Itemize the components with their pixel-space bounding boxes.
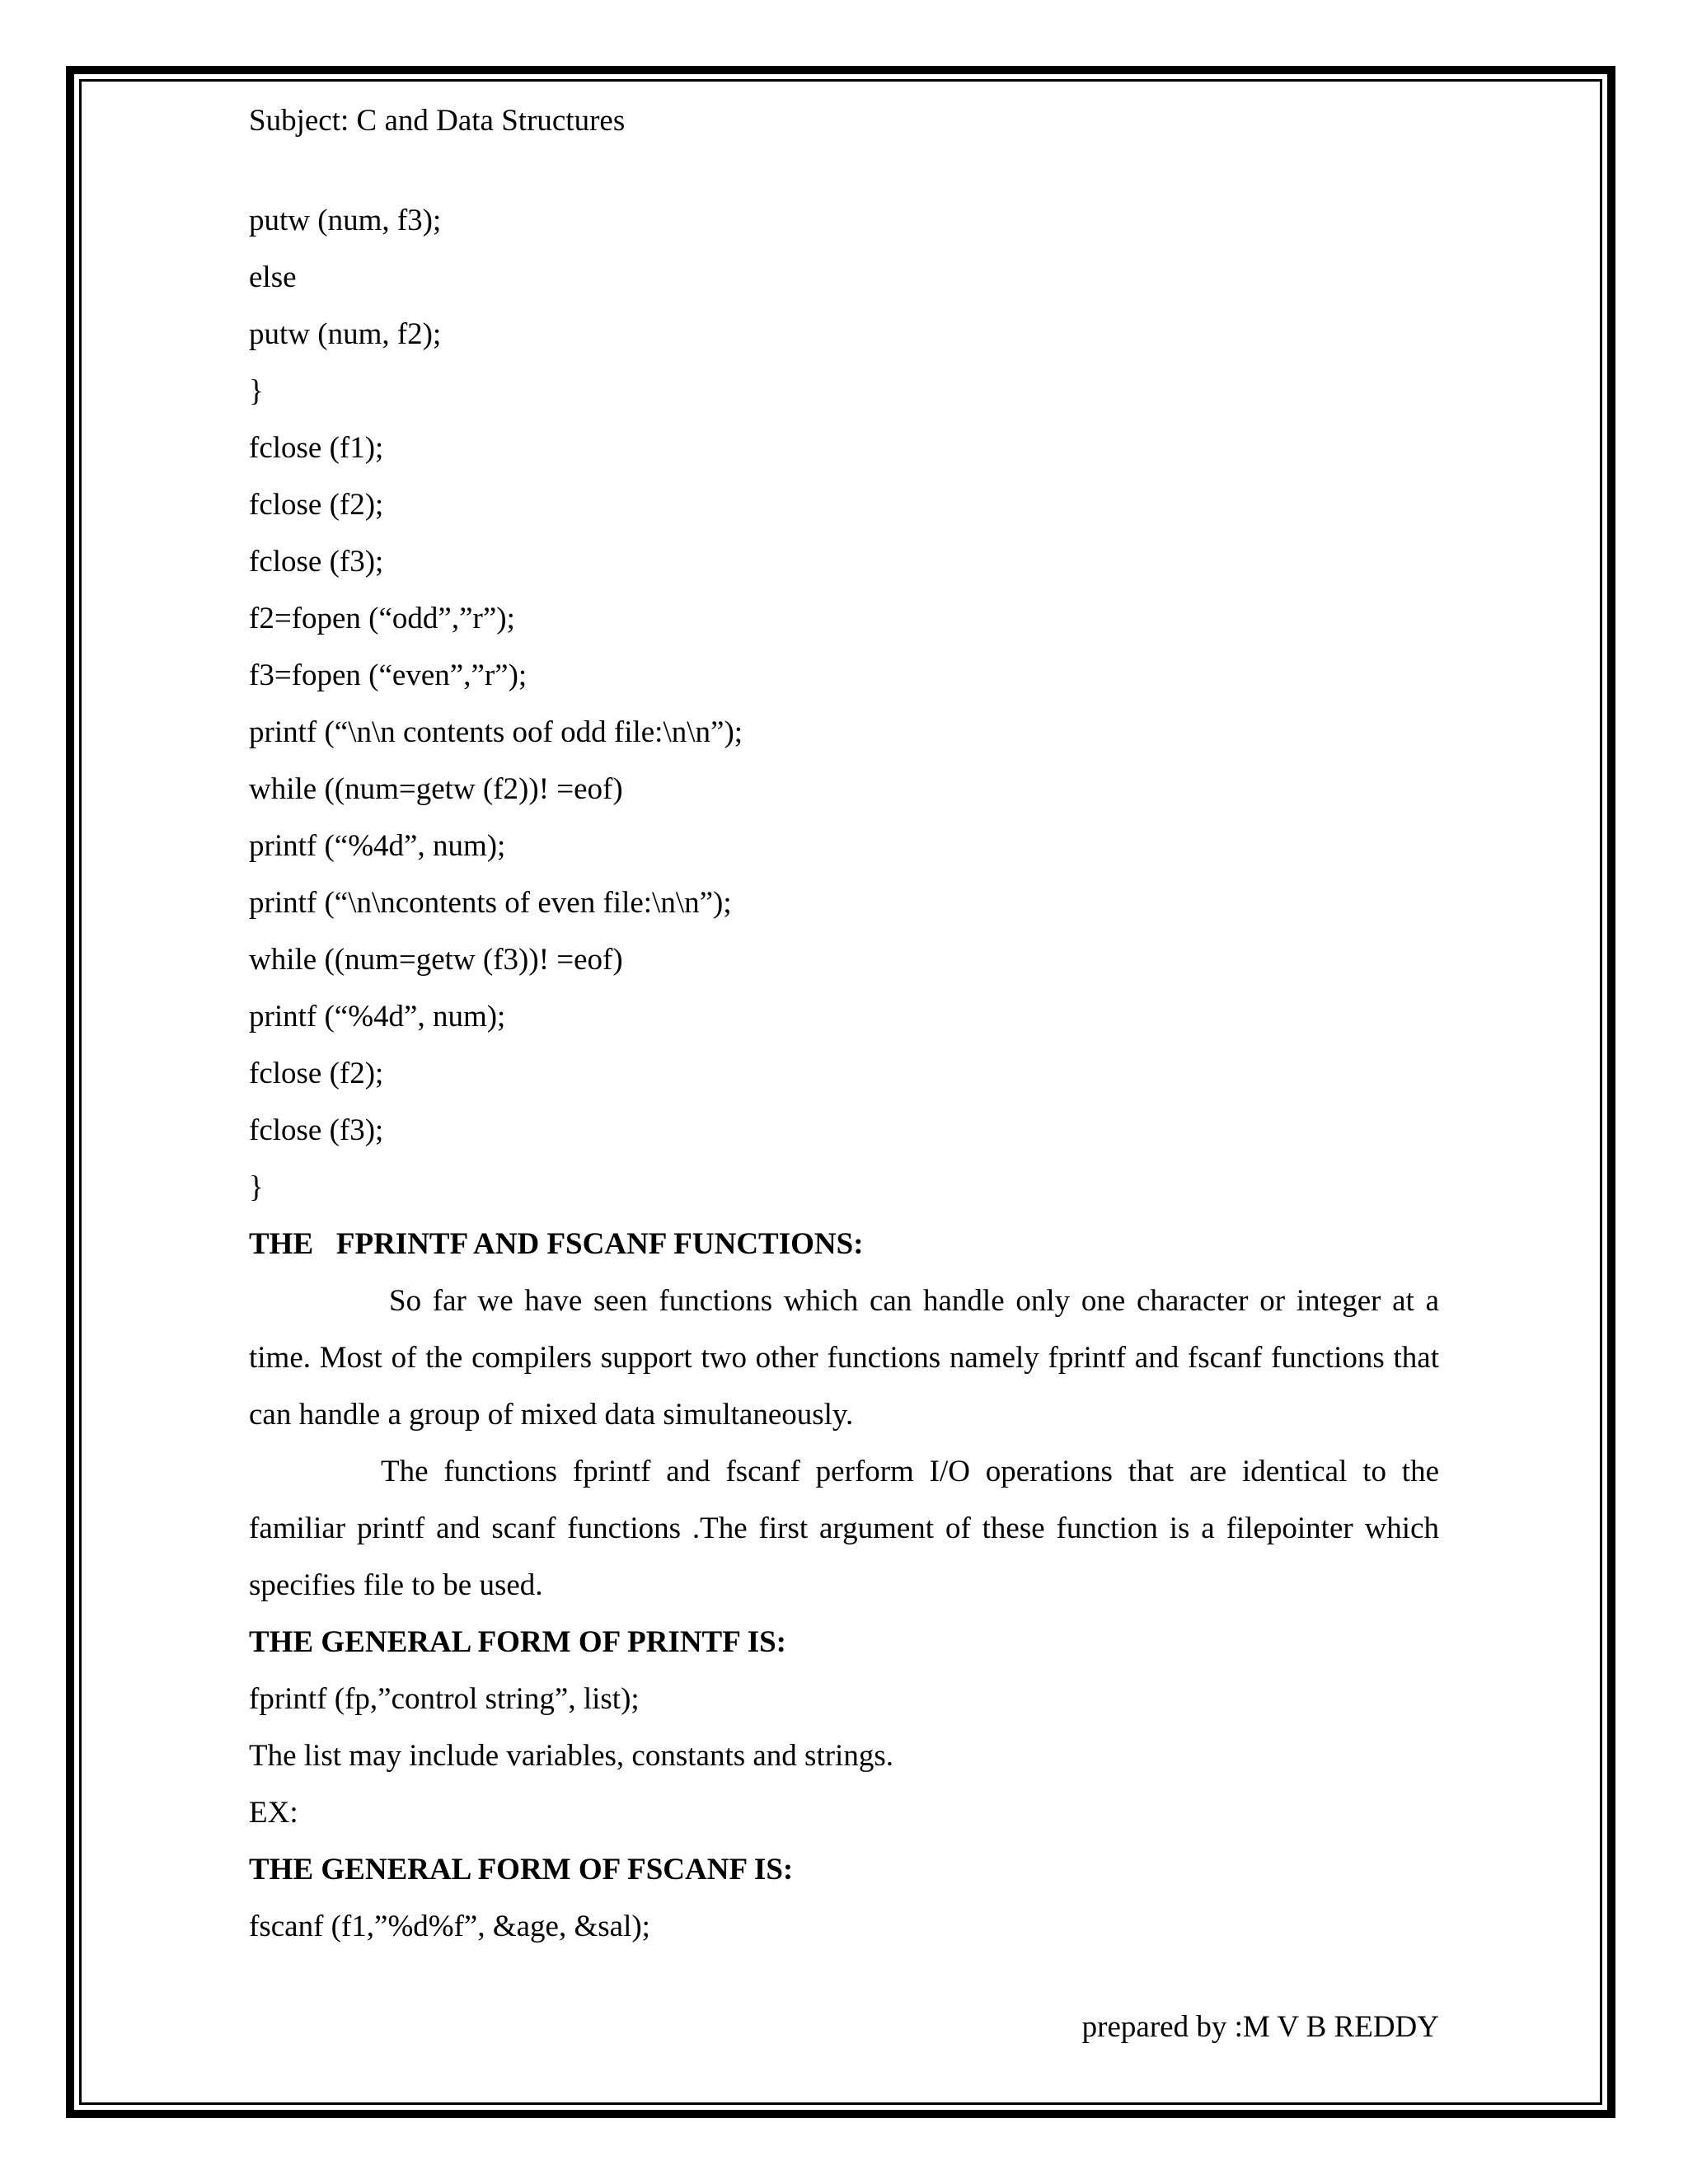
- page-content: [249, 92, 1439, 1955]
- code-line: while ((num=getw (f3))! =eof): [249, 943, 623, 977]
- code-block: [249, 192, 1439, 1216]
- section-heading-printf-form: THE GENERAL FORM OF PRINTF IS:: [249, 1625, 786, 1659]
- code-line: fclose (f3);: [249, 545, 384, 579]
- footer-prepared-by: prepared by :M V B REDDY: [1081, 2010, 1439, 2044]
- code-line: f2=fopen (“odd”,”r”);: [249, 602, 515, 635]
- code-line: printf (“%4d”, num);: [249, 829, 506, 863]
- paragraph: So far we have seen functions which can handle only one character or integer at a time. Most of the compilers support two other functions namely fprintf and fscanf functions that can handle a group of mixed data simultaneously.: [249, 1284, 1439, 1432]
- code-line: fclose (f2);: [249, 1057, 384, 1090]
- code-line: putw (num, f2);: [249, 317, 442, 351]
- code-line: }: [249, 374, 264, 408]
- code-line: else: [249, 260, 297, 294]
- code-line: printf (“%4d”, num);: [249, 1000, 506, 1033]
- code-line: while ((num=getw (f2))! =eof): [249, 772, 623, 806]
- text-line: fscanf (f1,”%d%f”, &age, &sal);: [249, 1910, 650, 1943]
- code-line: }: [249, 1170, 264, 1204]
- code-line: fclose (f1);: [249, 431, 384, 465]
- section-heading-fscanf-form: THE GENERAL FORM OF FSCANF IS:: [249, 1853, 794, 1886]
- code-line: fclose (f2);: [249, 488, 384, 522]
- text-line: The list may include variables, constants and strings.: [249, 1739, 893, 1773]
- section-heading-fprintf-fscanf: THE FPRINTF AND FSCANF FUNCTIONS:: [249, 1227, 864, 1261]
- code-line: f3=fopen (“even”,”r”);: [249, 658, 528, 692]
- code-line: fclose (f3);: [249, 1113, 384, 1147]
- paragraph: The functions fprintf and fscanf perform I/O operations that are identical to the familiar printf and scanf functions .The first argument of these function is a filepointer which specifies file to be used.: [249, 1455, 1439, 1602]
- code-line: printf (“\n\ncontents of even file:\n\n”);: [249, 886, 732, 920]
- text-line: EX:: [249, 1796, 298, 1830]
- code-line: printf (“\n\n contents oof odd file:\n\n”);: [249, 715, 743, 749]
- subject-header: Subject: C and Data Structures: [249, 104, 626, 138]
- text-line: fprintf (fp,”control string”, list);: [249, 1682, 640, 1716]
- code-line: putw (num, f3);: [249, 204, 442, 237]
